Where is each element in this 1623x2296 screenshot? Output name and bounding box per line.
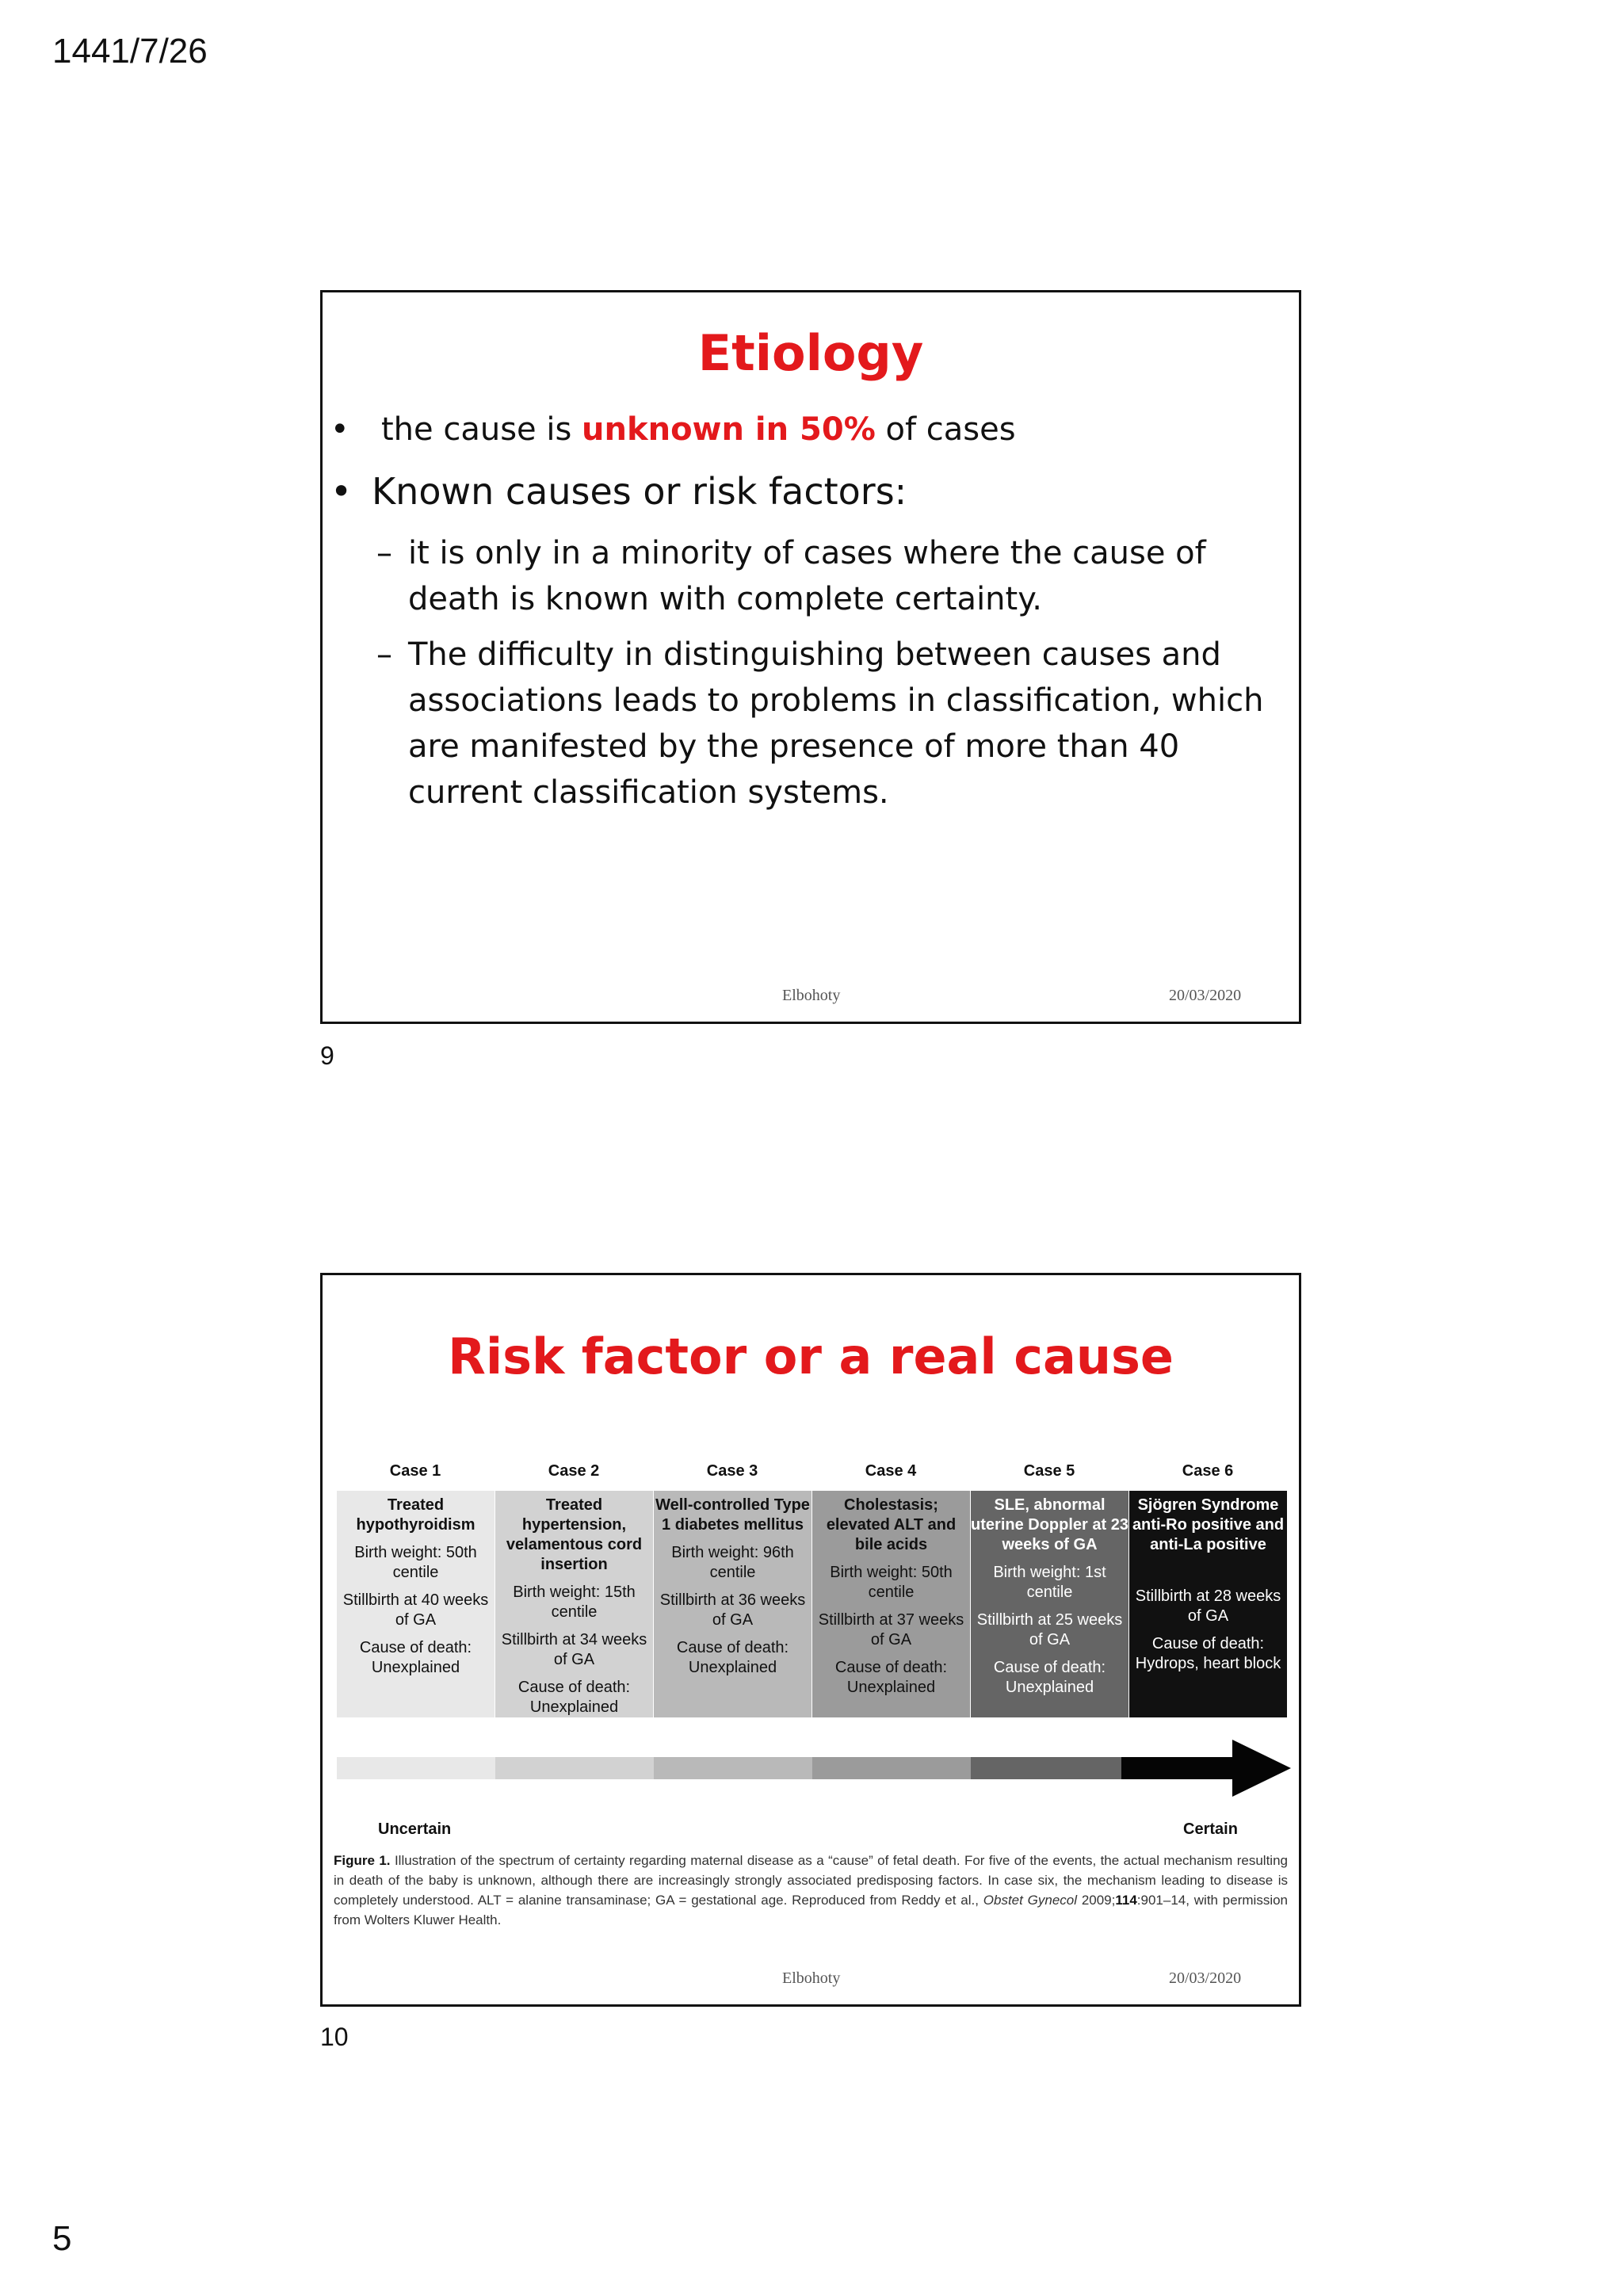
slide-number: 10 (320, 2023, 349, 2051)
case-birth-weight: Birth weight: 1st centile (993, 1564, 1106, 1601)
case-column (1129, 1491, 1287, 1717)
axis-label-uncertain: Uncertain (378, 1820, 452, 1838)
case-cause: Cause of death: Unexplained (517, 1679, 631, 1716)
caption-text: Illustration of the spectrum of certainty regarding maternal disease as a “cause” of fetal death. For five of the events, the actual mechanism resulting in death of the baby is unknown, although there are increasingly strongly associated predisposing factors. In case six, the mechanism leading to disease is completely understood. ALT = alanine transaminase; GA = gestational age. Reproduced from Reddy et al., (334, 1853, 1288, 1908)
case-condition: Treated hypothyroidism (356, 1496, 475, 1534)
gradient-segment (812, 1757, 971, 1779)
case-column (971, 1491, 1128, 1717)
page-number: 5 (52, 2219, 72, 2258)
gradient-segment (495, 1757, 654, 1779)
dash-icon: – (376, 535, 392, 571)
case-cause: Cause of death: Unexplained (676, 1639, 789, 1676)
bullet-dot-icon: • (330, 411, 349, 448)
dash-icon: – (376, 636, 392, 673)
case-outcome: Stillbirth at 40 weeks of GA (342, 1591, 489, 1629)
case-condition: Cholestasis; elevated ALT and bile acids (826, 1496, 957, 1553)
case-condition: Sjögren Syndrome anti-Ro positive and anti-La positive (1132, 1496, 1285, 1553)
bullet-text: Known causes or risk factors: (372, 470, 907, 513)
case-condition: SLE, abnormal uterine Doppler at 23 weeks of GA (971, 1496, 1128, 1553)
caption-journal: Obstet Gynecol (983, 1893, 1078, 1908)
slide-title: Etiology (697, 324, 924, 382)
case-header: Case 2 (548, 1462, 600, 1480)
case-birth-weight: Birth weight: 50th centile (830, 1564, 953, 1601)
bullet-text-post: of cases (875, 411, 1016, 448)
footer-author: Elbohoty (782, 1969, 841, 1987)
case-header: Case 5 (1023, 1462, 1075, 1480)
case-cause: Cause of death: Unexplained (834, 1659, 948, 1696)
bullet-dot-icon: • (330, 470, 353, 513)
case-outcome: Stillbirth at 37 weeks of GA (818, 1611, 964, 1648)
caption-year: 2009; (1077, 1893, 1116, 1908)
slide-title: Risk factor or a real cause (448, 1328, 1174, 1385)
footer-date: 20/03/2020 (1169, 1969, 1242, 1987)
slide-risk-factor (320, 1273, 1301, 2007)
caption-pages: :901–14, with permission from Wolters Kluwer Health. (334, 1893, 1289, 1927)
case-cause: Cause of death: Unexplained (359, 1639, 472, 1676)
case-header: Case 3 (706, 1462, 758, 1480)
sub-bullet-text: The difficulty in distinguishing between causes and associations leads to problems in classification, which are manifested by the presence of more than 40 current classification systems. (408, 636, 1264, 811)
case-header: Case 1 (389, 1462, 441, 1480)
case-outcome: Stillbirth at 36 weeks of GA (659, 1591, 806, 1629)
case-birth-weight: Birth weight: 15th centile (513, 1584, 636, 1621)
case-outcome: Stillbirth at 28 weeks of GA (1135, 1587, 1281, 1625)
case-birth-weight: Birth weight: 50th centile (354, 1544, 477, 1581)
gradient-segment (654, 1757, 812, 1779)
axis-label-certain: Certain (1183, 1820, 1238, 1838)
case-column (337, 1491, 495, 1717)
caption-label: Figure 1. (334, 1853, 391, 1868)
case-cause: Cause of death: Hydrops, heart block (1135, 1635, 1281, 1672)
bullet-text-pre: the cause is (381, 411, 582, 448)
case-column (495, 1491, 653, 1717)
sub-bullet-text: it is only in a minority of cases where the cause of death is known with complete certainty. (408, 535, 1206, 617)
case-condition: Treated hypertension, velamentous cord insertion (506, 1496, 643, 1573)
footer-author: Elbohoty (782, 987, 841, 1004)
gradient-segment (971, 1757, 1129, 1779)
slide-etiology (320, 290, 1301, 1024)
case-birth-weight: Birth weight: 96th centile (671, 1544, 794, 1581)
figure-caption (334, 1851, 1288, 1930)
caption-volume: 114 (1115, 1893, 1137, 1908)
gradient-segment (337, 1757, 495, 1779)
bullet-highlight: unknown in 50% (582, 411, 876, 448)
arrow-right-icon (1121, 1740, 1291, 1797)
case-column (812, 1491, 970, 1717)
case-header: Case 6 (1182, 1462, 1234, 1480)
footer-date: 20/03/2020 (1169, 987, 1242, 1004)
header-date: 1441/7/26 (52, 32, 208, 71)
case-header: Case 4 (865, 1462, 917, 1480)
slide-number: 9 (320, 1041, 334, 1070)
case-headers (337, 1462, 1288, 1486)
sub-bullet-difficulty (376, 632, 1280, 816)
case-outcome: Stillbirth at 34 weeks of GA (501, 1631, 647, 1668)
case-condition: Well-controlled Type 1 diabetes mellitus (655, 1496, 810, 1534)
sub-bullet-minority (376, 530, 1280, 622)
case-cause: Cause of death: Unexplained (993, 1659, 1106, 1696)
case-column (654, 1491, 812, 1717)
case-outcome: Stillbirth at 25 weeks of GA (976, 1611, 1123, 1648)
